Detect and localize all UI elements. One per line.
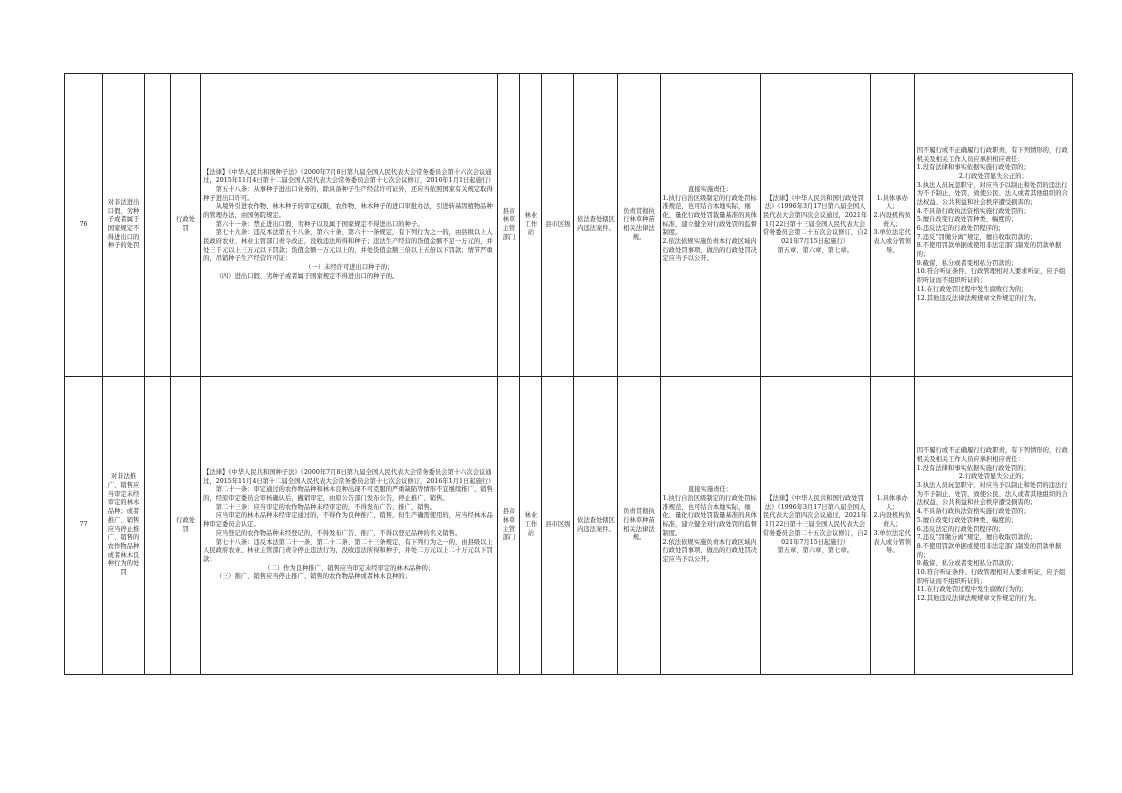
accountability-item: 3.执法人员玩忽职守，对应当予以制止和处罚的违法行为不予制止、处罚，致使公民、法人或者其他组织的合法权益、公共利益和社会秩序遭受损害的； (916, 482, 1068, 507)
liability-subject-cell (870, 377, 914, 675)
legal-basis-paragraph: （二）作为良种推广、销售应当审定未经审定的林木品种的； (264, 564, 435, 572)
penalty-law-cell (760, 377, 870, 675)
department-cell: 县市林草主管部门 (498, 377, 520, 675)
legal-basis-paragraph: 从境外引进农作物、林木种子的审定权限，农作物、林木种子的进口审批办法，引进转基因植物品种的管理办法，由国务院规定。 (203, 203, 493, 219)
item-type-cell: 行政处罚 (171, 377, 201, 675)
legal-basis-paragraph: 第二十一条：审定通过的农作物品种和林木良种出现不可克服的严重缺陷等情形不宜继续推广、销售的，经原审定委员会审核确认后，撤销审定，由原公告部门发布公告，停止推广、销售。 (203, 486, 493, 503)
accountability-item: 9.截留、私分或者变相私分罚款的； (916, 259, 1018, 267)
accountability-item: 7.违反“罚缴分离”规定，擅自收取罚款的； (916, 534, 1037, 542)
accountability-item: 5.擅自改变行政处罚种类、幅度的； (916, 216, 1018, 224)
accountability-item: 9.截留、私分或者变相私分罚款的； (916, 560, 1018, 568)
accountability-item: 6.违反法定的行政处罚程序的； (916, 225, 1005, 232)
table-row (65, 377, 1073, 675)
duty-item: 1.执行自治区级制定的行政处罚标准规范，也可结合本地实际，细化、量化行政处罚裁量基准的具体标准，建立健全对行政处罚的监督制度。 (662, 495, 757, 537)
accountability-item: 12.其他违反法律法规规章文件规定的行为。 (916, 294, 1041, 302)
legal-basis-paragraph: 第七十八条：违反本法第二十一条、第二十二条、第二十三条规定，有下列行为之一的，由县级以上人民政府农业、林业主管部门责令停止违法行为，没收违法所得和种子，并处二万元以上二十万元以下罚款： (203, 538, 493, 563)
legal-basis-paragraph: 应当登记的农作物品种未经登记的，不得发布广告、推广，不得以登记品种的名义销售。 (215, 529, 462, 537)
accountability-item: 4.不具备行政执法资格实施行政处罚的； (916, 508, 1030, 516)
item-type-cell: 行政处罚 (171, 74, 201, 377)
blank-cell (145, 74, 171, 377)
accountability-item: 8.不使用罚款单据或使用非法定部门制发的罚款单据的； (916, 542, 1062, 559)
accountability-item: 5.擅自改变行政处罚种类、幅度的； (916, 516, 1018, 524)
department-cell: 县市林草主管部门 (498, 74, 520, 377)
legal-basis-paragraph: （四）进出口假、劣种子或者属于国家规定不得进出口的种子的。 (215, 272, 399, 280)
responsibility-cell: 负责贯彻执行林草种苗相关法律法规。 (618, 74, 660, 377)
accountability-item: 1.没有法律和事实依据实施行政处罚的； (916, 464, 1030, 472)
penalty-law-chapters: 第五章、第六章、第七章。 (777, 547, 853, 555)
duty-cell (660, 74, 760, 377)
accountability-intro: 因不履行或不正确履行行政职责，有下列情形的，行政机关及相关工作人员应承担相应责任： (916, 146, 1068, 163)
blank-cell (145, 377, 171, 675)
legal-basis-paragraph: 第五十八条：从事种子进出口业务的，除具备种子生产经营许可证外，还应当依照国家有关规定取得种子进出口许可。 (203, 185, 493, 202)
accountability-item: 6.违反法定的行政处罚程序的； (916, 525, 1005, 533)
subject-item: 2.内设机构负责人； (873, 211, 911, 228)
legal-basis-cell (201, 74, 498, 377)
accountability-item: 4.不具备行政执法资格实施行政处罚的； (916, 207, 1030, 215)
legal-basis-paragraph: （三）推广、销售应当停止推广、销售的农作物品种或者林木良种的； (215, 573, 411, 581)
accountability-item: 2.行政处罚显失公正的； (958, 172, 1028, 180)
legal-basis-cell (201, 377, 498, 675)
scope-cell: 依法查处辖区内违法案件。 (574, 377, 618, 675)
duty-item: 2.依法依规实施负责本行政区域内行政处罚事项，做出的行政处罚决定应当予以公开。 (662, 538, 757, 563)
legal-basis-paragraph: 应当审定的林木品种未经审定通过的，不得作为良种推广、销售，但生产确需使用的，应当经林木品种审定委员会认定。 (203, 512, 493, 529)
legal-basis-paragraph: 第七十九条：违反本法第五十八条、第六十条、第六十一条规定，有下列行为之一的，由县级以上人民政府农业、林业主管部门责令改正，没收违法所得和种子；违法生产经营的货值金额不足一万元的，并处三千元以上三万元以下罚款；货值金额一万元以上的，并处货值金额三倍以上五倍以下罚款；情节严重的，吊销种子生产经营许可证： (203, 229, 493, 263)
accountability-intro: 因不履行或不正确履行行政职责，有下列情形的，行政机关及相关工作人员应承担相应责任： (916, 447, 1068, 463)
penalty-law-text: 【法律】《中华人民共和国行政处罚法》（1996年3月17日第八届全国人民代表大会第四次会议通过，2021年1月22日第十三届全国人民代表大会常务委员会第二十五次会议修订，自2021年7月15日起施行） (762, 194, 868, 246)
penalty-law-cell (760, 74, 870, 377)
item-name-cell: 对非法进出口假、劣种子或者属于国家规定不得进出口的种子的处罚 (103, 74, 145, 377)
subject-item: 3.单位法定代表人或分管领导。 (873, 529, 912, 555)
station-cell: 林业工作站 (520, 74, 542, 377)
duty-heading: 直接实施责任： (688, 486, 733, 494)
level-cell: 县市区级 (542, 74, 574, 377)
legal-basis-paragraph: 第六十一条：禁止进出口假、劣种子以及属于国家规定不得进出口的种子。 (215, 220, 424, 228)
penalty-law-text: 【法律】《中华人民共和国行政处罚法》（1996年3月17日第八届全国人民代表大会第四次会议通过，2021年1月22日第十三届全国人民代表大会常务委员会第二十五次会议修订，自2021年7月15日起施行） (762, 495, 868, 546)
duty-heading: 直接实施责任： (688, 185, 733, 193)
duty-cell (660, 377, 760, 675)
accountability-item: 3.执法人员玩忽职守，对应当予以制止和处罚的违法行为不予制止、处罚，致使公民、法人或者其他组织的合法权益、公共利益和社会秩序遭受损害的； (916, 181, 1068, 206)
accountability-cell (914, 377, 1072, 675)
accountability-item: 12.其他违反法律法规规章文件规定的行为。 (916, 595, 1041, 602)
station-cell: 林业工作站 (520, 377, 542, 675)
accountability-item: 2.行政处罚显失公正的； (958, 473, 1028, 481)
accountability-item: 11.在行政处罚过程中发生腐败行为的； (916, 285, 1028, 293)
duty-item: 1.执行自治区级制定的行政处罚标准规范，也可结合本地实际，细化、量化行政处罚裁量基准的具体标准，建立健全对行政处罚的监督制度。 (662, 194, 757, 237)
accountability-cell (914, 74, 1072, 377)
power-list-table (64, 73, 1073, 675)
item-name-cell: 对非法推广、销售应当审定未经审定的林木品种；或者推广、销售应当停止推广、销售的农作物品种或者林木良种行为的处罚 (103, 377, 145, 675)
subject-item: 1.具体承办人； (876, 194, 908, 211)
accountability-item: 10.符合听证条件、行政管理相对人要求听证，应予组织听证而不组织听证的； (916, 568, 1066, 585)
legal-basis-paragraph: 【法律】《中华人民共和国种子法》（2000年7月8日第九届全国人民代表大会常务委员会第十六次会议通过，2015年11月4日第十二届全国人民代表大会常务委员会第十七次会议修订，2016年1月1日起施行） (203, 469, 495, 485)
item-number-cell: 76 (65, 74, 103, 377)
subject-item: 2.内设机构负责人； (873, 512, 911, 529)
accountability-item: 7.违反“罚缴分离”规定，擅自收取罚款的； (916, 233, 1037, 241)
legal-basis-paragraph: 第二十三条：应当审定的农作物品种未经审定的，不得发布广告、推广、销售。 (215, 503, 437, 511)
scope-cell: 依法查处辖区内违法案件。 (574, 74, 618, 377)
accountability-item: 11.在行政处罚过程中发生腐败行为的； (916, 586, 1028, 594)
duty-item: 2.依法依规实施负责本行政区域内行政处罚事项，做出的行政处罚决定应当予以公开。 (662, 238, 757, 263)
accountability-item: 10.符合听证条件、行政管理相对人要求听证，应予组织听证而不组织听证的； (916, 268, 1066, 285)
accountability-item: 1.没有法律和事实依据实施行政处罚的； (916, 164, 1030, 172)
level-cell: 县市区级 (542, 377, 574, 675)
item-number-cell: 77 (65, 377, 103, 675)
subject-item: 1.具体承办人； (876, 495, 908, 511)
accountability-item: 8.不使用罚款单据或使用非法定部门制发的罚款单据的； (916, 242, 1062, 259)
legal-basis-paragraph: （一）未经许可进出口种子的； (305, 264, 394, 272)
responsibility-cell: 负责贯彻执行林草种苗相关法律法规。 (618, 377, 660, 675)
subject-item: 3.单位法定代表人或分管领导。 (873, 229, 912, 254)
table-row (65, 74, 1073, 377)
legal-basis-paragraph: 【法律】《中华人民共和国种子法》（2000年7月8日第九届全国人民代表大会常务委员会第十六次会议通过，2015年11月4日第十二届全国人民代表大会常务委员会第十七次会议修订，2016年1月1日起施行） (203, 168, 495, 185)
penalty-law-chapters: 第五章、第六章、第七章。 (777, 246, 853, 254)
liability-subject-cell (870, 74, 914, 377)
